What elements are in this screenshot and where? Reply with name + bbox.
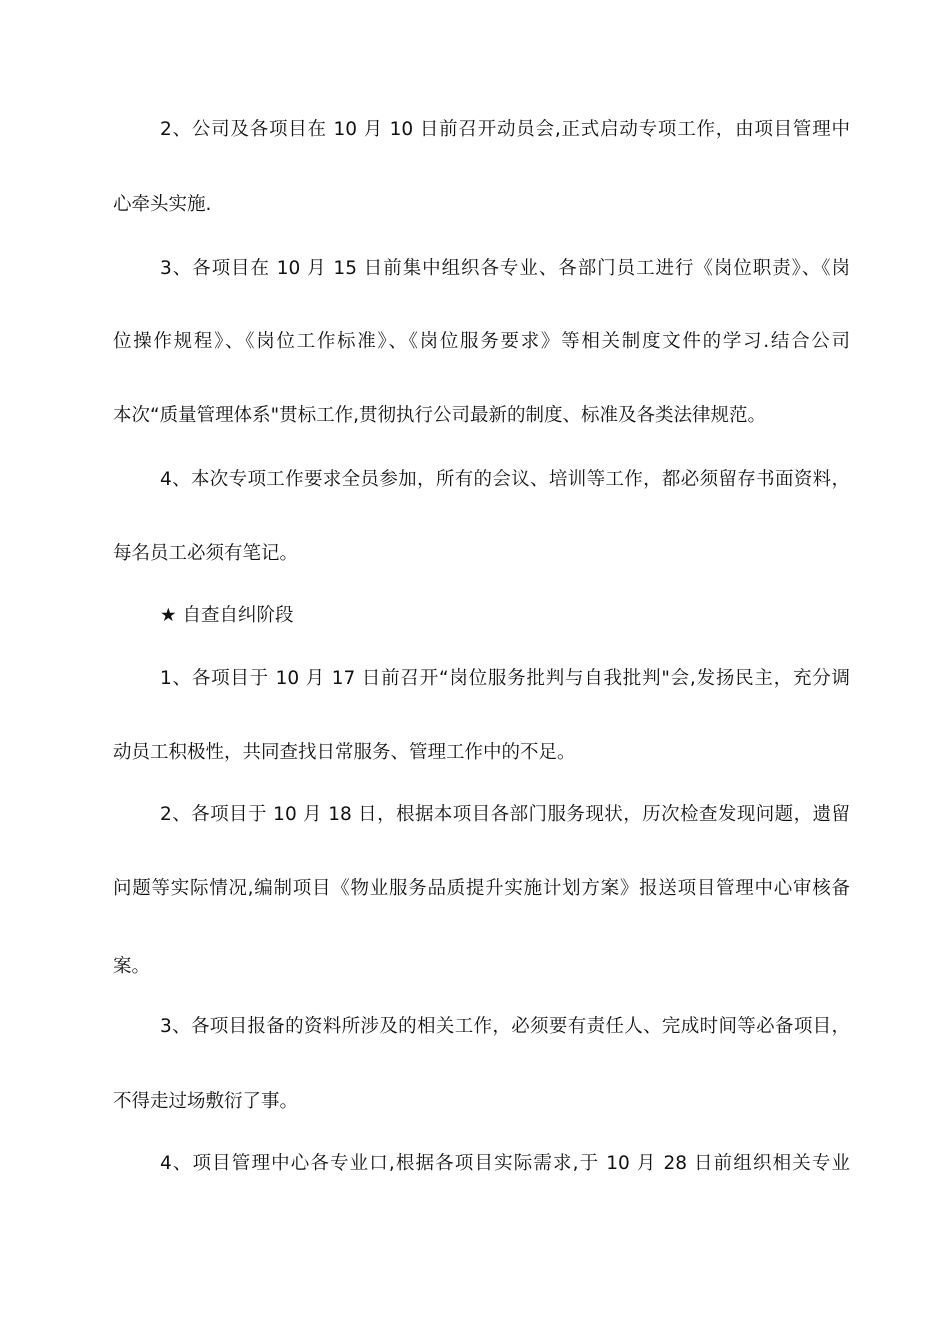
paragraph-line: 不得走过场敷衍了事。 (113, 1091, 299, 1112)
paragraph-line: 位操作规程》、《岗位工作标准》、《岗位服务要求》等相关制度文件的学习.结合公司 (113, 331, 850, 352)
paragraph-line: 4、本次专项工作要求全员参加，所有的会议、培训等工作，都必须留存书面资料， (160, 469, 850, 490)
paragraph-line: 问题等实际情况,编制项目《物业服务品质提升实施计划方案》报送项目管理中心审核备 (113, 878, 850, 899)
paragraph-line: 本次“质量管理体系"贯标工作,贯彻执行公司最新的制度、标准及各类法律规范。 (113, 405, 766, 426)
paragraph-line: 3、各项目报备的资料所涉及的相关工作，必须要有责任人、完成时间等必备项目， (160, 1016, 850, 1037)
paragraph-line: 心牵头实施. (113, 194, 212, 215)
paragraph-line: 3、各项目在 10 月 15 日前集中组织各专业、各部门员工进行《岗位职责》、《岗 (160, 258, 850, 279)
paragraph-line: 1、各项目于 10 月 17 日前召开“岗位服务批判与自我批判"会,发扬民主，充分调 (160, 668, 850, 689)
section-heading: ★ 自查自纠阶段 (160, 605, 294, 626)
paragraph-line: 2、各项目于 10 月 18 日，根据本项目各部门服务现状，历次检查发现问题，遗留 (160, 804, 850, 825)
paragraph-line: 案。 (113, 956, 151, 977)
paragraph-line: 4、项目管理中心各专业口,根据各项目实际需求,于 10 月 28 日前组织相关专业 (160, 1153, 850, 1174)
paragraph-line: 每名员工必须有笔记。 (113, 543, 299, 564)
paragraph-line: 动员工积极性，共同查找日常服务、管理工作中的不足。 (113, 742, 576, 763)
paragraph-line: 2、公司及各项目在 10 月 10 日前召开动员会,正式启动专项工作，由项目管理中 (160, 119, 850, 140)
